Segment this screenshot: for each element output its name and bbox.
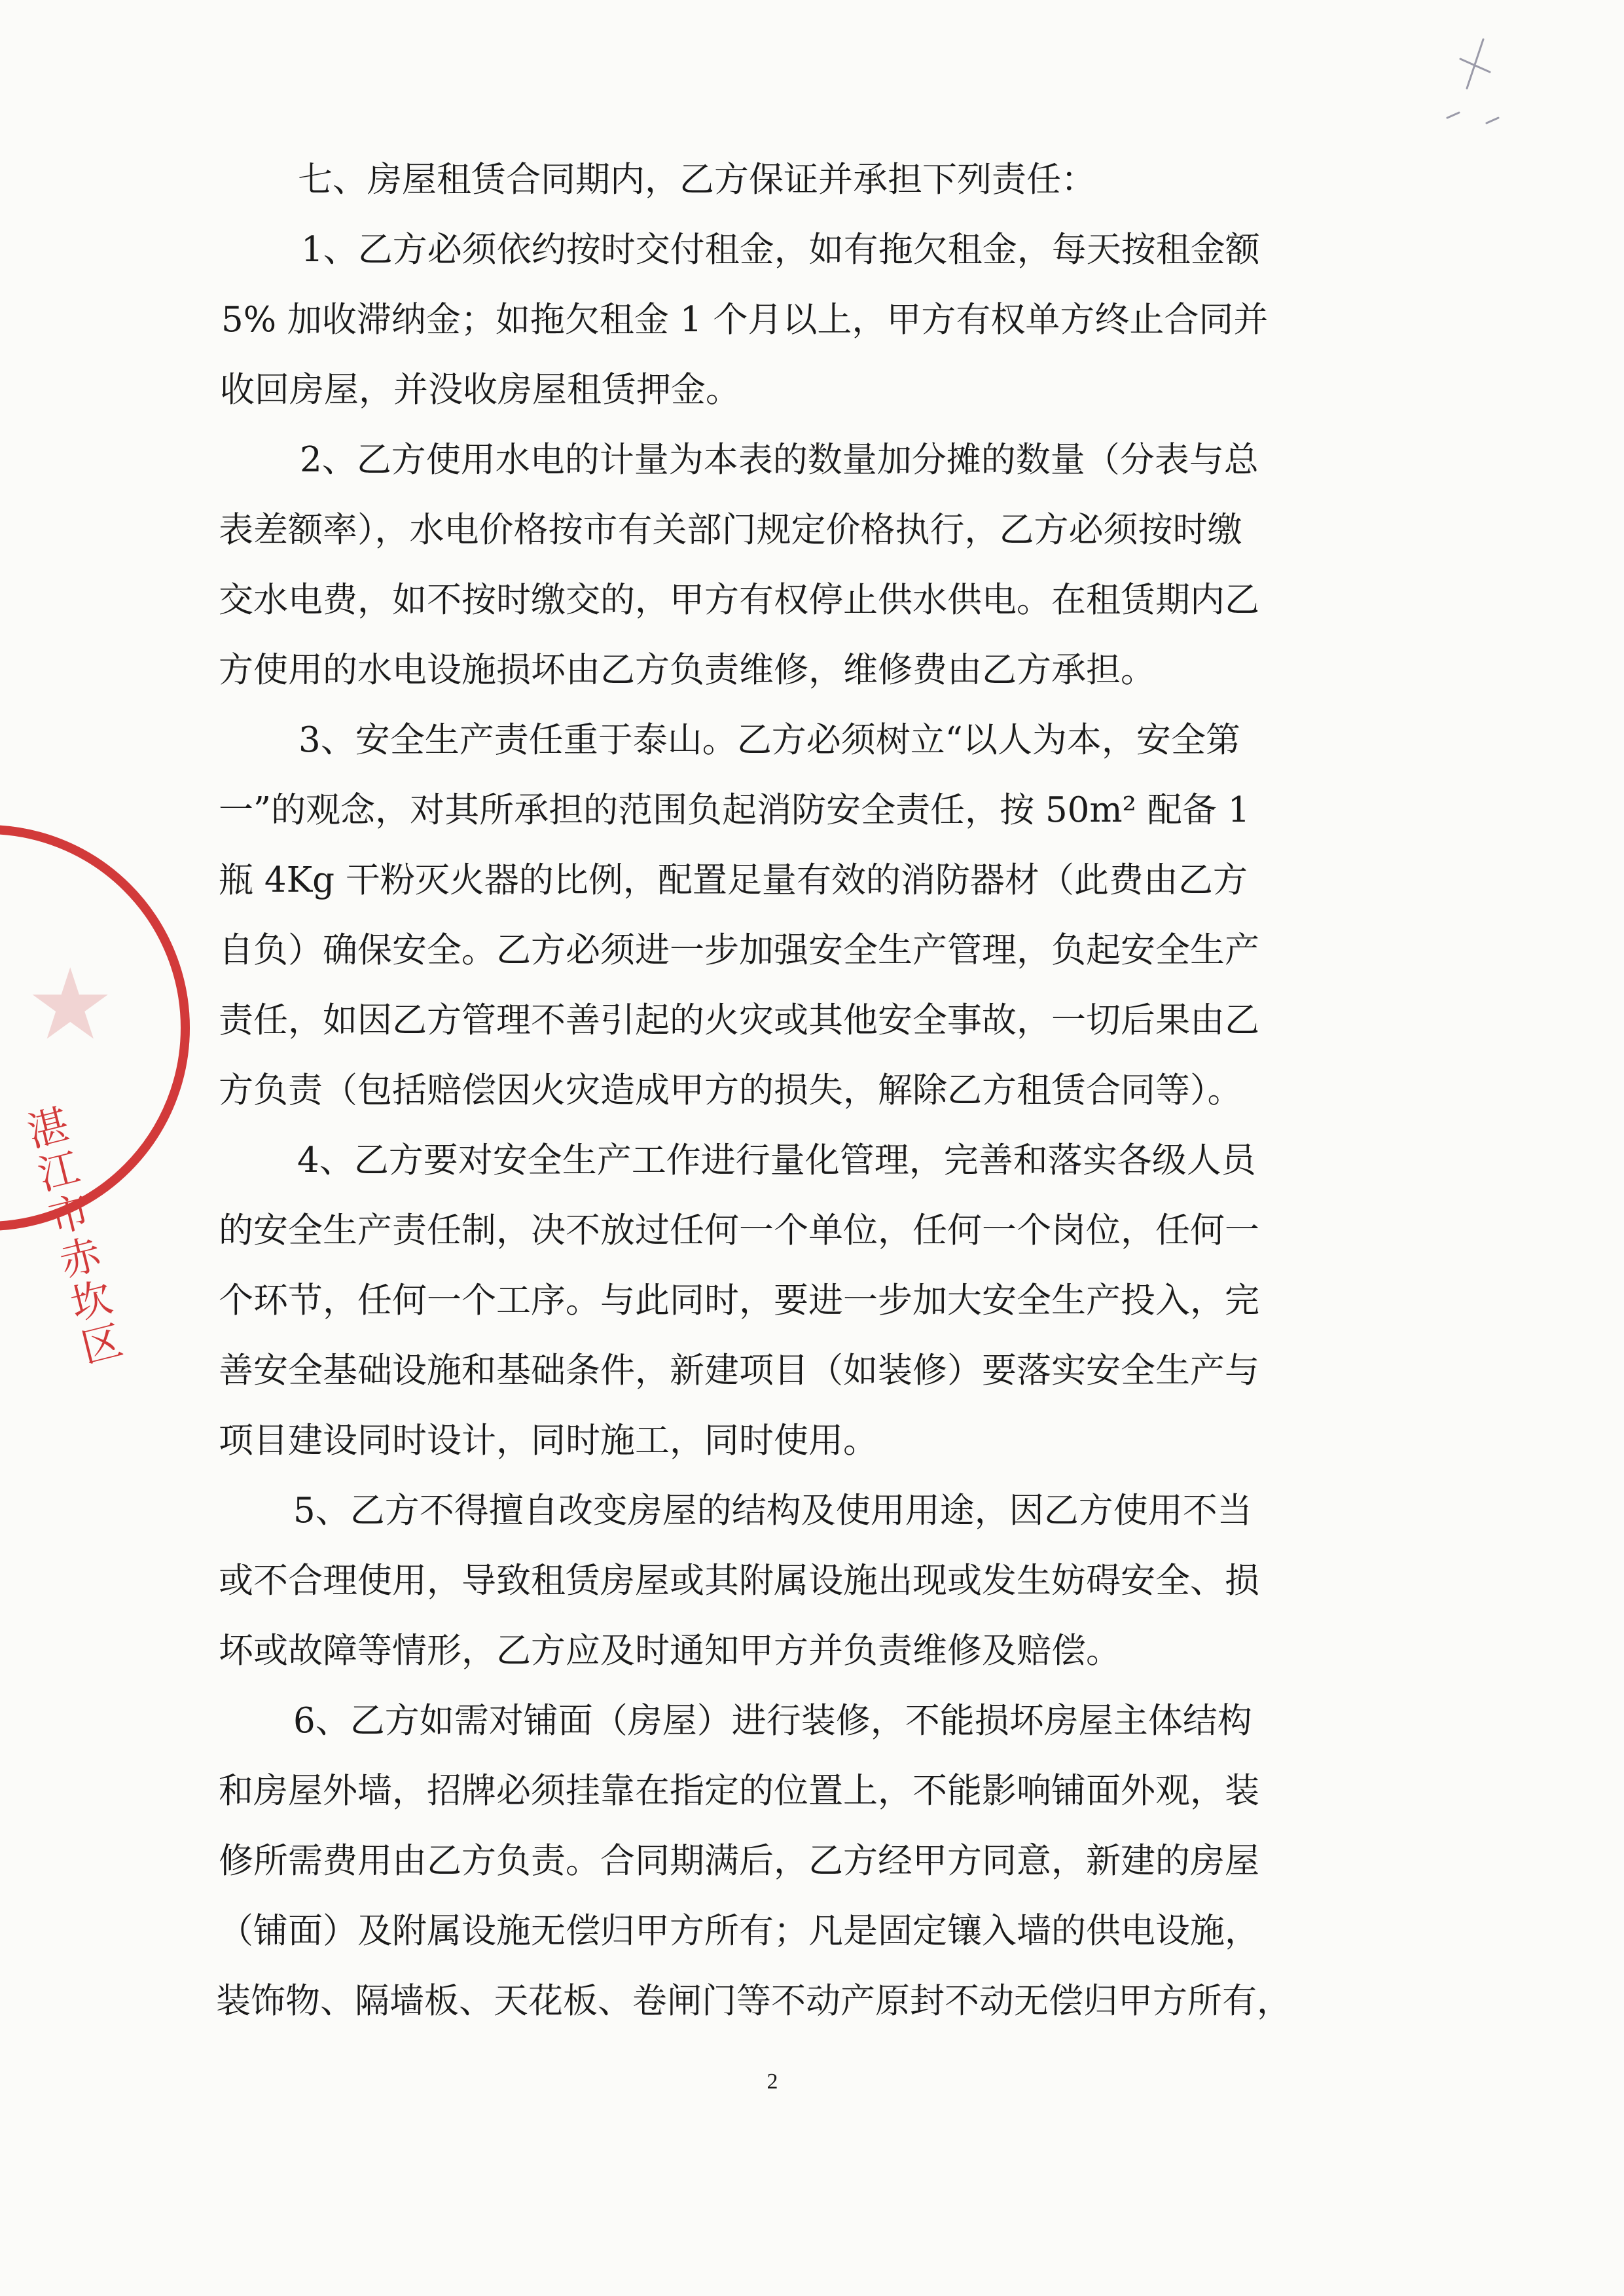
clause-3-line-6: 方负责（包括赔偿因火灾造成甲方的损失，解除乙方租赁合同等）。 (219, 1070, 1242, 1110)
clause-6-line-1: 6、乙方如需对铺面（房屋）进行装修，不能损坏房屋主体结构 (293, 1701, 1252, 1741)
clause-2-line-1: 2、乙方使用水电的计量为本表的数量加分摊的数量（分表与总 (300, 440, 1259, 480)
clause-4-line-5: 项目建设同时设计，同时施工，同时使用。 (219, 1421, 878, 1461)
clause-1-line-3: 收回房屋，并没收房屋租赁押金。 (220, 370, 740, 410)
clause-5-line-2: 或不合理使用，导致租赁房屋或其附属设施出现或发生妨碍安全、损 (219, 1561, 1259, 1601)
clause-4-line-2: 的安全生产责任制，决不放过任何一个单位，任何一个岗位，任何一 (219, 1211, 1259, 1250)
clause-6-line-4: （铺面）及附属设施无偿归甲方所有；凡是固定镶入墙的供电设施， (219, 1911, 1259, 1951)
clause-3-line-5: 责任，如因乙方管理不善引起的火灾或其他安全事故，一切后果由乙 (219, 1000, 1259, 1040)
clause-1-line-1: 1、乙方必须依约按时交付租金，如有拖欠租金，每天按租金额 (301, 230, 1260, 270)
page-number: 2 (767, 2069, 778, 2094)
clause-3-line-1: 3、安全生产责任重于泰山。乙方必须树立“以人为本，安全第 (298, 720, 1240, 760)
clause-4-line-4: 善安全基础设施和基础条件，新建项目（如装修）要落实安全生产与 (219, 1351, 1259, 1391)
clause-2-line-3: 交水电费，如不按时缴交的，甲方有权停止供水供电。在租赁期内乙 (219, 580, 1259, 620)
clause-3-line-2: 一”的观念，对其所承担的范围负起消防安全责任，按 50m² 配备 1 (219, 790, 1250, 830)
clause-5-line-3: 坏或故障等情形，乙方应及时通知甲方并负责维修及赔偿。 (219, 1631, 1121, 1671)
clause-4-line-1: 4、乙方要对安全生产工作进行量化管理，完善和落实各级人员 (297, 1140, 1256, 1180)
pen-mark-icon (1421, 26, 1526, 144)
clause-5-line-1: 5、乙方不得擅自改变房屋的结构及使用用途，因乙方使用不当 (293, 1491, 1252, 1531)
section-heading: 七、房屋租赁合同期内，乙方保证并承担下列责任： (298, 160, 1096, 200)
clause-6-line-3: 修所需费用由乙方负责。合同期满后，乙方经甲方同意，新建的房屋 (219, 1841, 1259, 1881)
clause-2-line-4: 方使用的水电设施损坏由乙方负责维修，维修费由乙方承担。 (219, 650, 1155, 690)
clause-4-line-3: 个环节，任何一个工序。与此同时，要进一步加大安全生产投入，完 (219, 1281, 1259, 1321)
seal-text: 湛江市赤坎区 (16, 1102, 128, 1374)
clause-6-line-2: 和房屋外墙，招牌必须挂靠在指定的位置上，不能影响铺面外观，装 (219, 1771, 1259, 1811)
clause-3-line-3: 瓶 4Kg 干粉灭火器的比例，配置足量有效的消防器材（此费由乙方 (219, 860, 1248, 900)
clause-2-line-2: 表差额率），水电价格按市有关部门规定价格执行，乙方必须按时缴 (219, 510, 1242, 550)
clause-1-line-2: 5% 加收滞纳金；如拖欠租金 1 个月以上，甲方有权单方终止合同并 (221, 300, 1269, 340)
clause-6-line-5: 装饰物、隔墙板、天花板、卷闸门等不动产原封不动无偿归甲方所有， (216, 1981, 1291, 2021)
seal-star-icon: ★ (26, 948, 115, 1062)
clause-3-line-4: 自负）确保安全。乙方必须进一步加强安全生产管理，负起安全生产 (219, 930, 1259, 970)
official-seal (0, 825, 190, 1231)
